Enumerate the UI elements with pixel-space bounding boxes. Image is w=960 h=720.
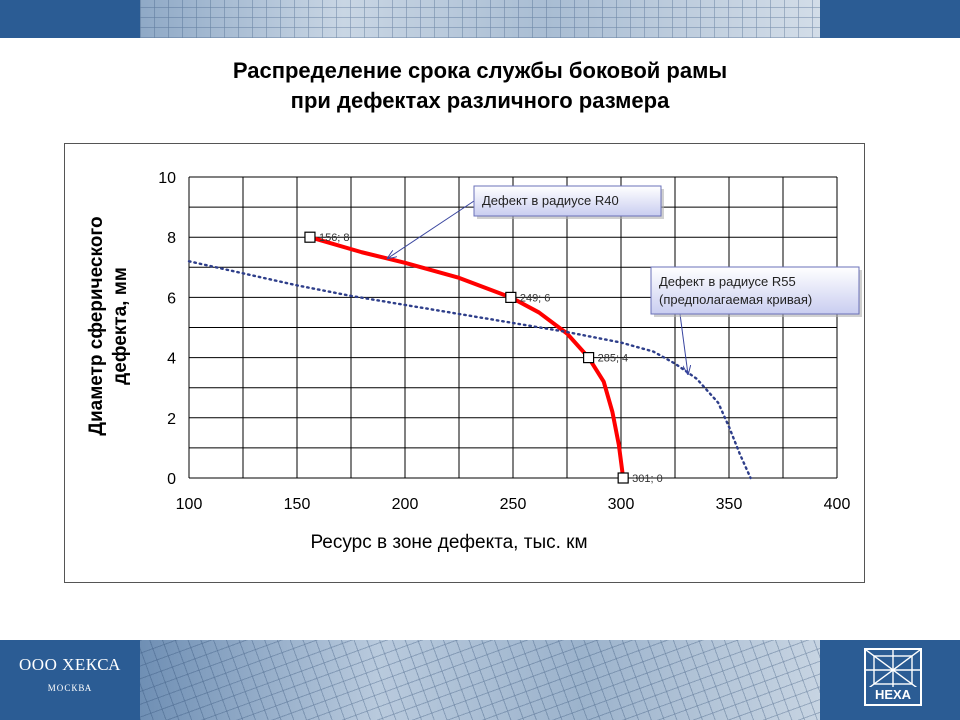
hexa-logo-text: HEXA xyxy=(866,687,920,702)
data-point-marker xyxy=(584,353,594,363)
y-tick-label: 8 xyxy=(167,230,176,248)
chart-ticks xyxy=(158,170,850,513)
x-tick-label: 250 xyxy=(499,496,527,513)
data-point-label: 301; 0 xyxy=(632,473,663,485)
data-point-marker xyxy=(618,473,628,483)
bottom-banner-mesh-lines xyxy=(140,640,820,720)
x-tick-label: 350 xyxy=(715,496,743,513)
x-tick-label: 400 xyxy=(823,496,851,513)
data-point-label: 156; 8 xyxy=(318,232,350,245)
chart-grid xyxy=(189,177,837,478)
data-point-marker xyxy=(305,232,315,242)
y-axis-label-line2: дефекта, мм xyxy=(110,267,131,385)
y-tick-label: 6 xyxy=(167,290,176,308)
top-banner-mesh-lines xyxy=(140,0,820,38)
y-axis-label-line1: Диаметр сферического xyxy=(86,216,107,436)
top-banner xyxy=(0,0,960,38)
x-tick-label: 100 xyxy=(175,496,203,513)
chart-frame xyxy=(64,143,865,583)
company-name: ООО ХЕКСА xyxy=(19,655,121,674)
bottom-banner xyxy=(0,640,960,720)
data-point-label: 285; 4 xyxy=(597,352,629,365)
y-tick-label: 10 xyxy=(158,170,176,187)
x-tick-label: 300 xyxy=(607,496,635,513)
chart-svg xyxy=(65,144,864,582)
company-block xyxy=(0,655,140,693)
y-tick-label: 2 xyxy=(167,410,176,428)
x-tick-label: 150 xyxy=(283,496,311,513)
slide-title-line2: при дефектах различного размера xyxy=(290,88,670,113)
x-axis-label: Ресурс в зоне дефекта, тыс. км xyxy=(310,532,588,553)
y-tick-label: 4 xyxy=(167,350,176,368)
x-tick-label: 200 xyxy=(391,496,419,513)
data-point-label: 249; 6 xyxy=(519,292,551,305)
hexa-logo xyxy=(864,648,922,706)
slide-title-line1: Распределение срока службы боковой рамы xyxy=(232,58,728,83)
chart-markers xyxy=(305,232,663,485)
annotation-r55-text-line2: (предполагаемая кривая) xyxy=(659,292,813,307)
company-city: МОСКВА xyxy=(47,683,93,693)
slide-title xyxy=(100,56,860,116)
annotation-r40-text-line1: Дефект в радиусе R40 xyxy=(482,193,619,208)
annotation-r55-arrow xyxy=(680,314,688,374)
data-point-marker xyxy=(506,292,516,302)
annotation-r55-text-line1: Дефект в радиусе R55 xyxy=(659,274,796,289)
annotation-r40-arrow xyxy=(388,201,474,258)
y-tick-label: 0 xyxy=(167,471,176,488)
